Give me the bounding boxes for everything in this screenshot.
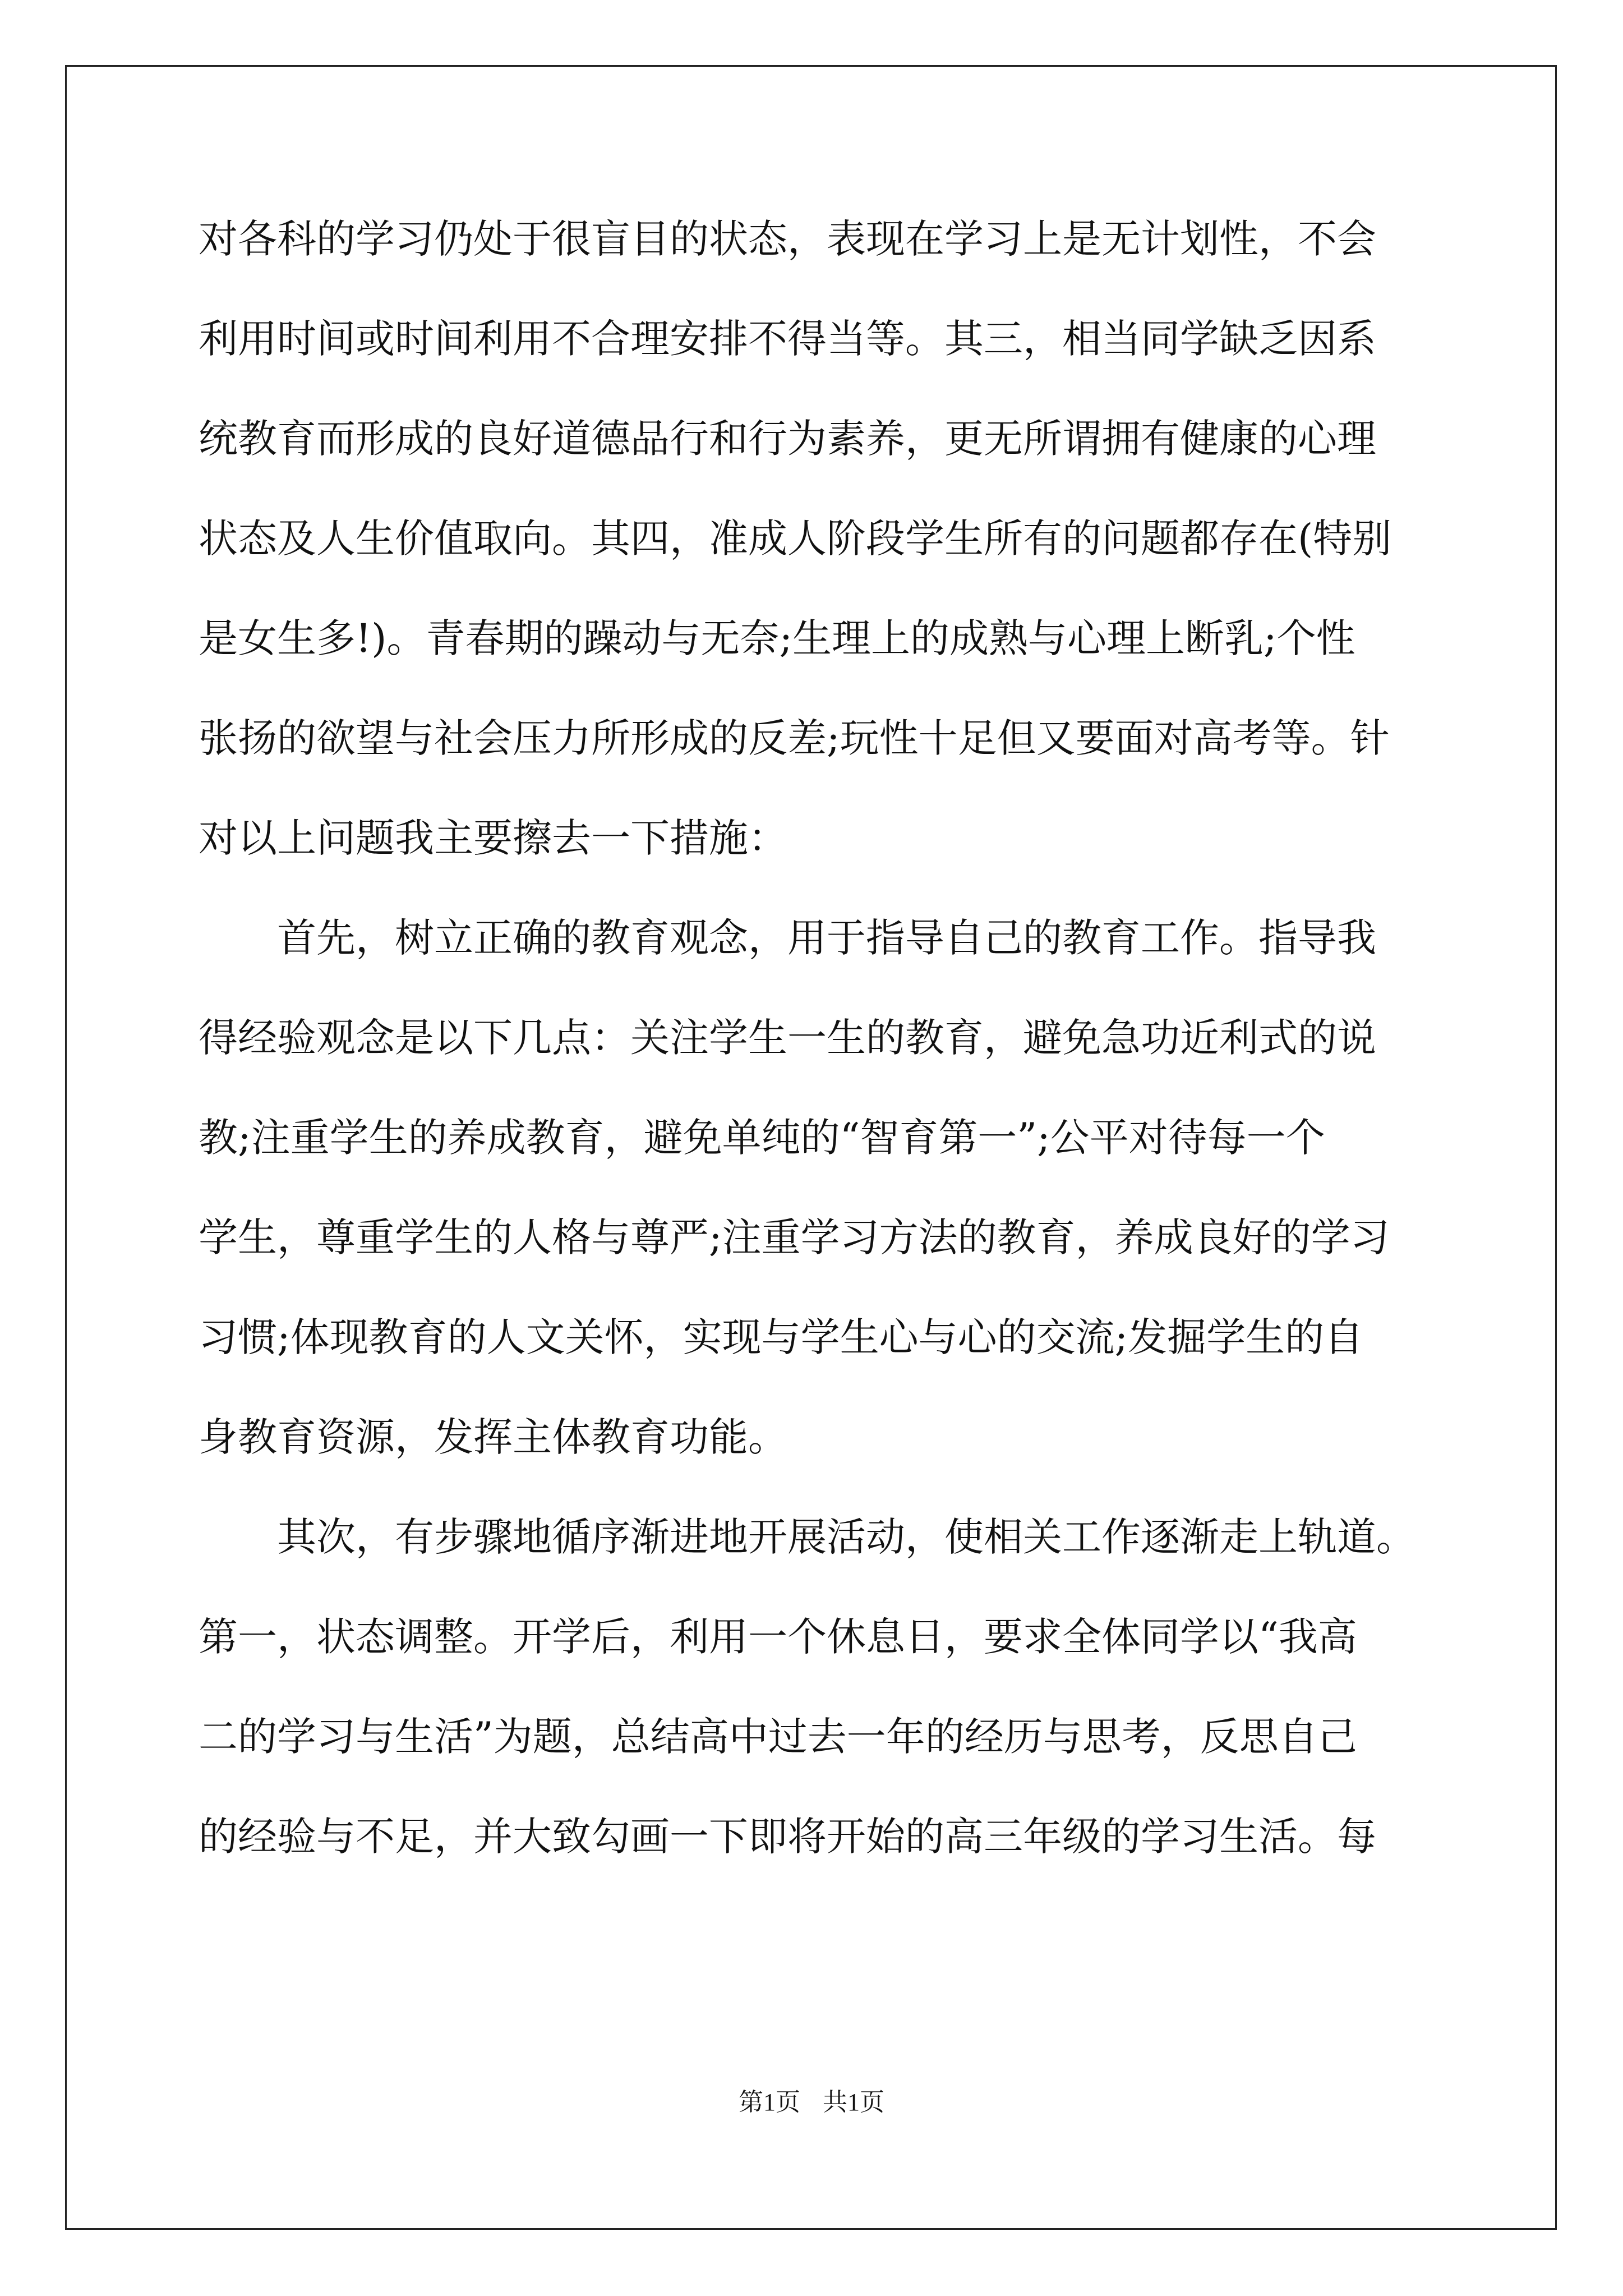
text-line: 学生，尊重学生的人格与尊严;注重学习方法的教育，养成良好的学习 <box>199 1214 1390 1260</box>
page-footer <box>0 2086 1623 2119</box>
text-line: 张扬的欲望与社会压力所形成的反差;玩性十足但又要面对高考等。针 <box>199 715 1390 761</box>
text-line: 利用时间或时间利用不合理安排不得当等。其三，相当同学缺乏因系 <box>199 316 1376 362</box>
text-line: 身教育资源，发挥主体教育功能。 <box>199 1414 787 1460</box>
text-line: 得经验观念是以下几点：关注学生一生的教育，避免急功近利式的说 <box>199 1015 1376 1061</box>
text-line: 习惯;体现教育的人文关怀，实现与学生心与心的交流;发掘学生的自 <box>199 1314 1364 1360</box>
text-line: 教;注重学生的养成教育，避免单纯的“智育第一”;公平对待每一个 <box>199 1115 1325 1161</box>
paragraph-first-line: 其次，有步骤地循序渐进地开展活动，使相关工作逐渐走上轨道。 <box>277 1514 1415 1560</box>
text-line: 第一，状态调整。开学后，利用一个休息日，要求全体同学以“我高 <box>199 1614 1357 1660</box>
text-line: 二的学习与生活”为题，总结高中过去一年的经历与思考，反思自己 <box>199 1714 1357 1760</box>
document-body <box>199 214 1432 1912</box>
text-line: 状态及人生价值取向。其四，准成人阶段学生所有的问题都存在(特别 <box>199 516 1392 562</box>
page-count: 共1页 <box>823 2088 884 2116</box>
paragraph-first-line: 首先，树立正确的教育观念，用于指导自己的教育工作。指导我 <box>277 915 1376 961</box>
page-number: 第1页 <box>739 2088 800 2116</box>
text-line: 是女生多!)。青春期的躁动与无奈;生理上的成熟与心理上断乳;个性 <box>199 615 1355 661</box>
text-line: 统教育而形成的良好道德品行和行为素养，更无所谓拥有健康的心理 <box>199 416 1376 462</box>
text-line: 对各科的学习仍处于很盲目的状态，表现在学习上是无计划性，不会 <box>199 216 1376 262</box>
text-line: 的经验与不足，并大致勾画一下即将开始的高三年级的学习生活。每 <box>199 1814 1376 1860</box>
text-line: 对以上问题我主要擦去一下措施： <box>199 815 787 861</box>
